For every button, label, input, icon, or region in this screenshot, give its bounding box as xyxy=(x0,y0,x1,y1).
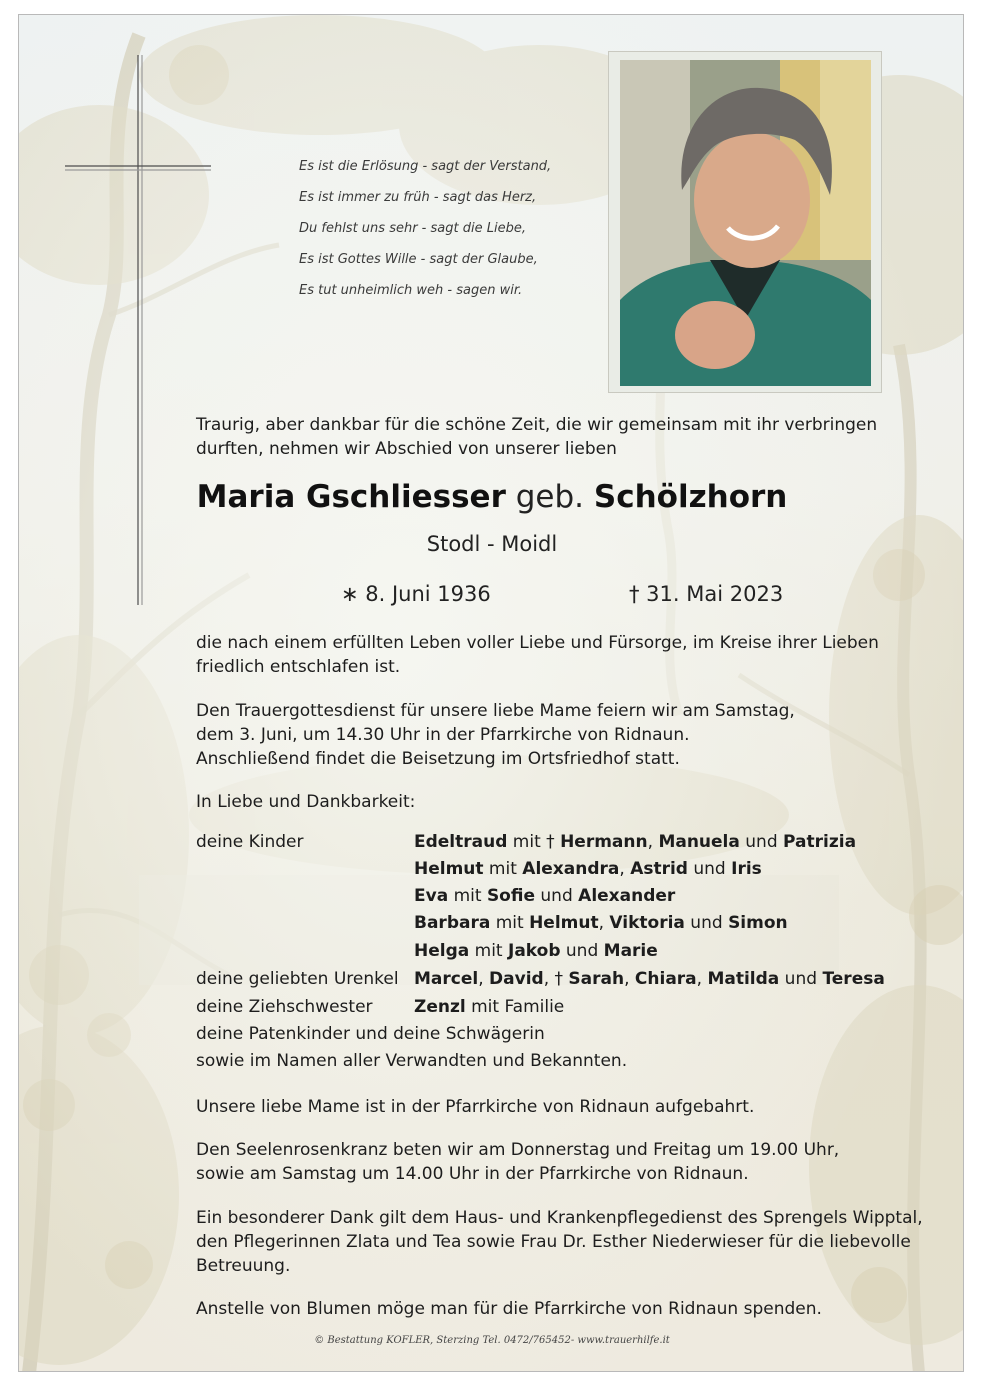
poem-line: Es ist immer zu früh - sagt das Herz, xyxy=(299,190,537,205)
kinder-row xyxy=(414,938,658,964)
poem-line: Es tut unheimlich weh - sagen wir. xyxy=(299,283,523,298)
family-member-name: Jakob xyxy=(508,941,561,961)
geb-label: geb. xyxy=(515,479,585,515)
connector-text: , xyxy=(619,859,631,879)
family-member-name: Manuela xyxy=(658,832,740,852)
family-member-name: Zenzl xyxy=(414,997,466,1017)
connector-text: und xyxy=(779,969,823,989)
connector-text: , xyxy=(598,913,610,933)
love-line: In Liebe und Dankbarkeit: xyxy=(196,792,416,812)
kinder-row xyxy=(414,856,762,882)
connector-text: und xyxy=(560,941,604,961)
connector-text: und xyxy=(535,886,579,906)
first-last-name: Maria Gschliesser xyxy=(196,479,506,515)
passing-line: friedlich entschlafen ist. xyxy=(196,657,401,677)
poem-line: Es ist die Erlösung - sagt der Verstand, xyxy=(299,159,552,174)
rosenkranz-line: sowie am Samstag um 14.00 Uhr in der Pfarrkirche von Ridnaun. xyxy=(196,1164,749,1184)
family-member-name: Alexander xyxy=(578,886,676,906)
family-member-name: Helmut xyxy=(529,913,599,933)
nickname: Stodl - Moidl xyxy=(426,532,558,556)
aufgebahrt-line: Unsere liebe Mame ist in der Pfarrkirche von Ridnaun aufgebahrt. xyxy=(196,1097,755,1117)
connector-text: mit † xyxy=(507,832,561,852)
connector-text: , xyxy=(647,832,659,852)
connector-text: mit xyxy=(469,941,508,961)
footer-credit: © Bestattung KOFLER, Sterzing Tel. 0472/765452- www.trauerhilfe.it xyxy=(314,1335,670,1346)
family-member-name: Iris xyxy=(731,859,762,879)
intro-line: Traurig, aber dankbar für die schöne Zeit, die wir gemeinsam mit ihr verbringen xyxy=(196,415,878,435)
intro-line: durften, nehmen wir Abschied von unserer lieben xyxy=(196,439,617,459)
poem-line: Du fehlst uns sehr - sagt die Liebe, xyxy=(299,221,526,236)
connector-text: , xyxy=(624,969,635,989)
family-member-name: Astrid xyxy=(630,859,688,879)
dank-line: Betreuung. xyxy=(196,1256,291,1276)
family-member-name: Edeltraud xyxy=(414,832,508,852)
portrait-frame xyxy=(608,51,882,393)
family-member-name: David xyxy=(489,969,544,989)
family-member-name: Hermann xyxy=(560,832,648,852)
verwandte-line: sowie im Namen aller Verwandten und Bekannten. xyxy=(196,1051,628,1071)
urenkel-label: deine geliebten Urenkel xyxy=(196,969,399,989)
cross-icon xyxy=(19,15,239,615)
death-date: † 31. Mai 2023 xyxy=(629,582,784,606)
family-member-name: Barbara xyxy=(414,913,491,933)
deceased-name xyxy=(19,477,964,517)
family-member-name: Chiara xyxy=(634,969,697,989)
portrait-photo xyxy=(620,60,871,386)
service-line: Anschließend findet die Beisetzung im Ortsfriedhof statt. xyxy=(196,749,680,769)
connector-text: mit xyxy=(490,913,530,933)
dank-line: Ein besonderer Dank gilt dem Haus- und Krankenpflegedienst des Sprengels Wipptal, xyxy=(196,1208,923,1228)
family-member-name: Viktoria xyxy=(609,913,685,933)
urenkel-row xyxy=(414,966,885,992)
service-line: Den Trauergottesdienst für unsere liebe Mame feiern wir am Samstag, xyxy=(196,701,795,721)
maiden-name: Schölzhorn xyxy=(593,479,788,515)
kinder-row xyxy=(414,910,788,936)
kinder-row xyxy=(414,883,675,909)
connector-text: und xyxy=(687,859,732,879)
connector-text: und xyxy=(684,913,729,933)
family-member-name: Helmut xyxy=(414,859,484,879)
connector-text: , † xyxy=(543,969,569,989)
kinder-label: deine Kinder xyxy=(196,832,304,852)
connector-text: mit xyxy=(448,886,487,906)
connector-text: mit xyxy=(483,859,523,879)
family-member-name: Matilda xyxy=(707,969,780,989)
family-member-name: Sofie xyxy=(486,886,535,906)
family-member-name: Patrizia xyxy=(783,832,857,852)
connector-text: und xyxy=(739,832,784,852)
kinder-row xyxy=(414,829,856,855)
family-member-name: Marie xyxy=(603,941,658,961)
ziehschwester-row xyxy=(414,994,564,1020)
obituary-card xyxy=(18,14,964,1372)
service-line: dem 3. Juni, um 14.30 Uhr in der Pfarrkirche von Ridnaun. xyxy=(196,725,690,745)
family-member-name: Simon xyxy=(728,913,788,933)
passing-line: die nach einem erfüllten Leben voller Liebe und Fürsorge, im Kreise ihrer Lieben xyxy=(196,633,879,653)
poem-line: Es ist Gottes Wille - sagt der Glaube, xyxy=(299,252,538,267)
paten-line: deine Patenkinder und deine Schwägerin xyxy=(196,1024,545,1044)
ziehschwester-label: deine Ziehschwester xyxy=(196,997,373,1017)
birth-date: ∗ 8. Juni 1936 xyxy=(341,582,491,606)
family-member-name: Sarah xyxy=(568,969,625,989)
family-member-name: Helga xyxy=(414,941,470,961)
blumen-line: Anstelle von Blumen möge man für die Pfarrkirche von Ridnaun spenden. xyxy=(196,1299,822,1319)
family-member-name: Eva xyxy=(414,886,449,906)
family-member-name: Alexandra xyxy=(522,859,620,879)
poem xyxy=(299,151,619,306)
connector-text: , xyxy=(478,969,490,989)
family-member-name: Marcel xyxy=(414,969,479,989)
connector-text: mit Familie xyxy=(465,997,565,1017)
dank-line: den Pflegerinnen Zlata und Tea sowie Frau Dr. Esther Niederwieser für die liebevolle xyxy=(196,1232,911,1252)
rosenkranz-line: Den Seelenrosenkranz beten wir am Donnerstag und Freitag um 19.00 Uhr, xyxy=(196,1140,840,1160)
connector-text: , xyxy=(696,969,708,989)
family-member-name: Teresa xyxy=(822,969,885,989)
